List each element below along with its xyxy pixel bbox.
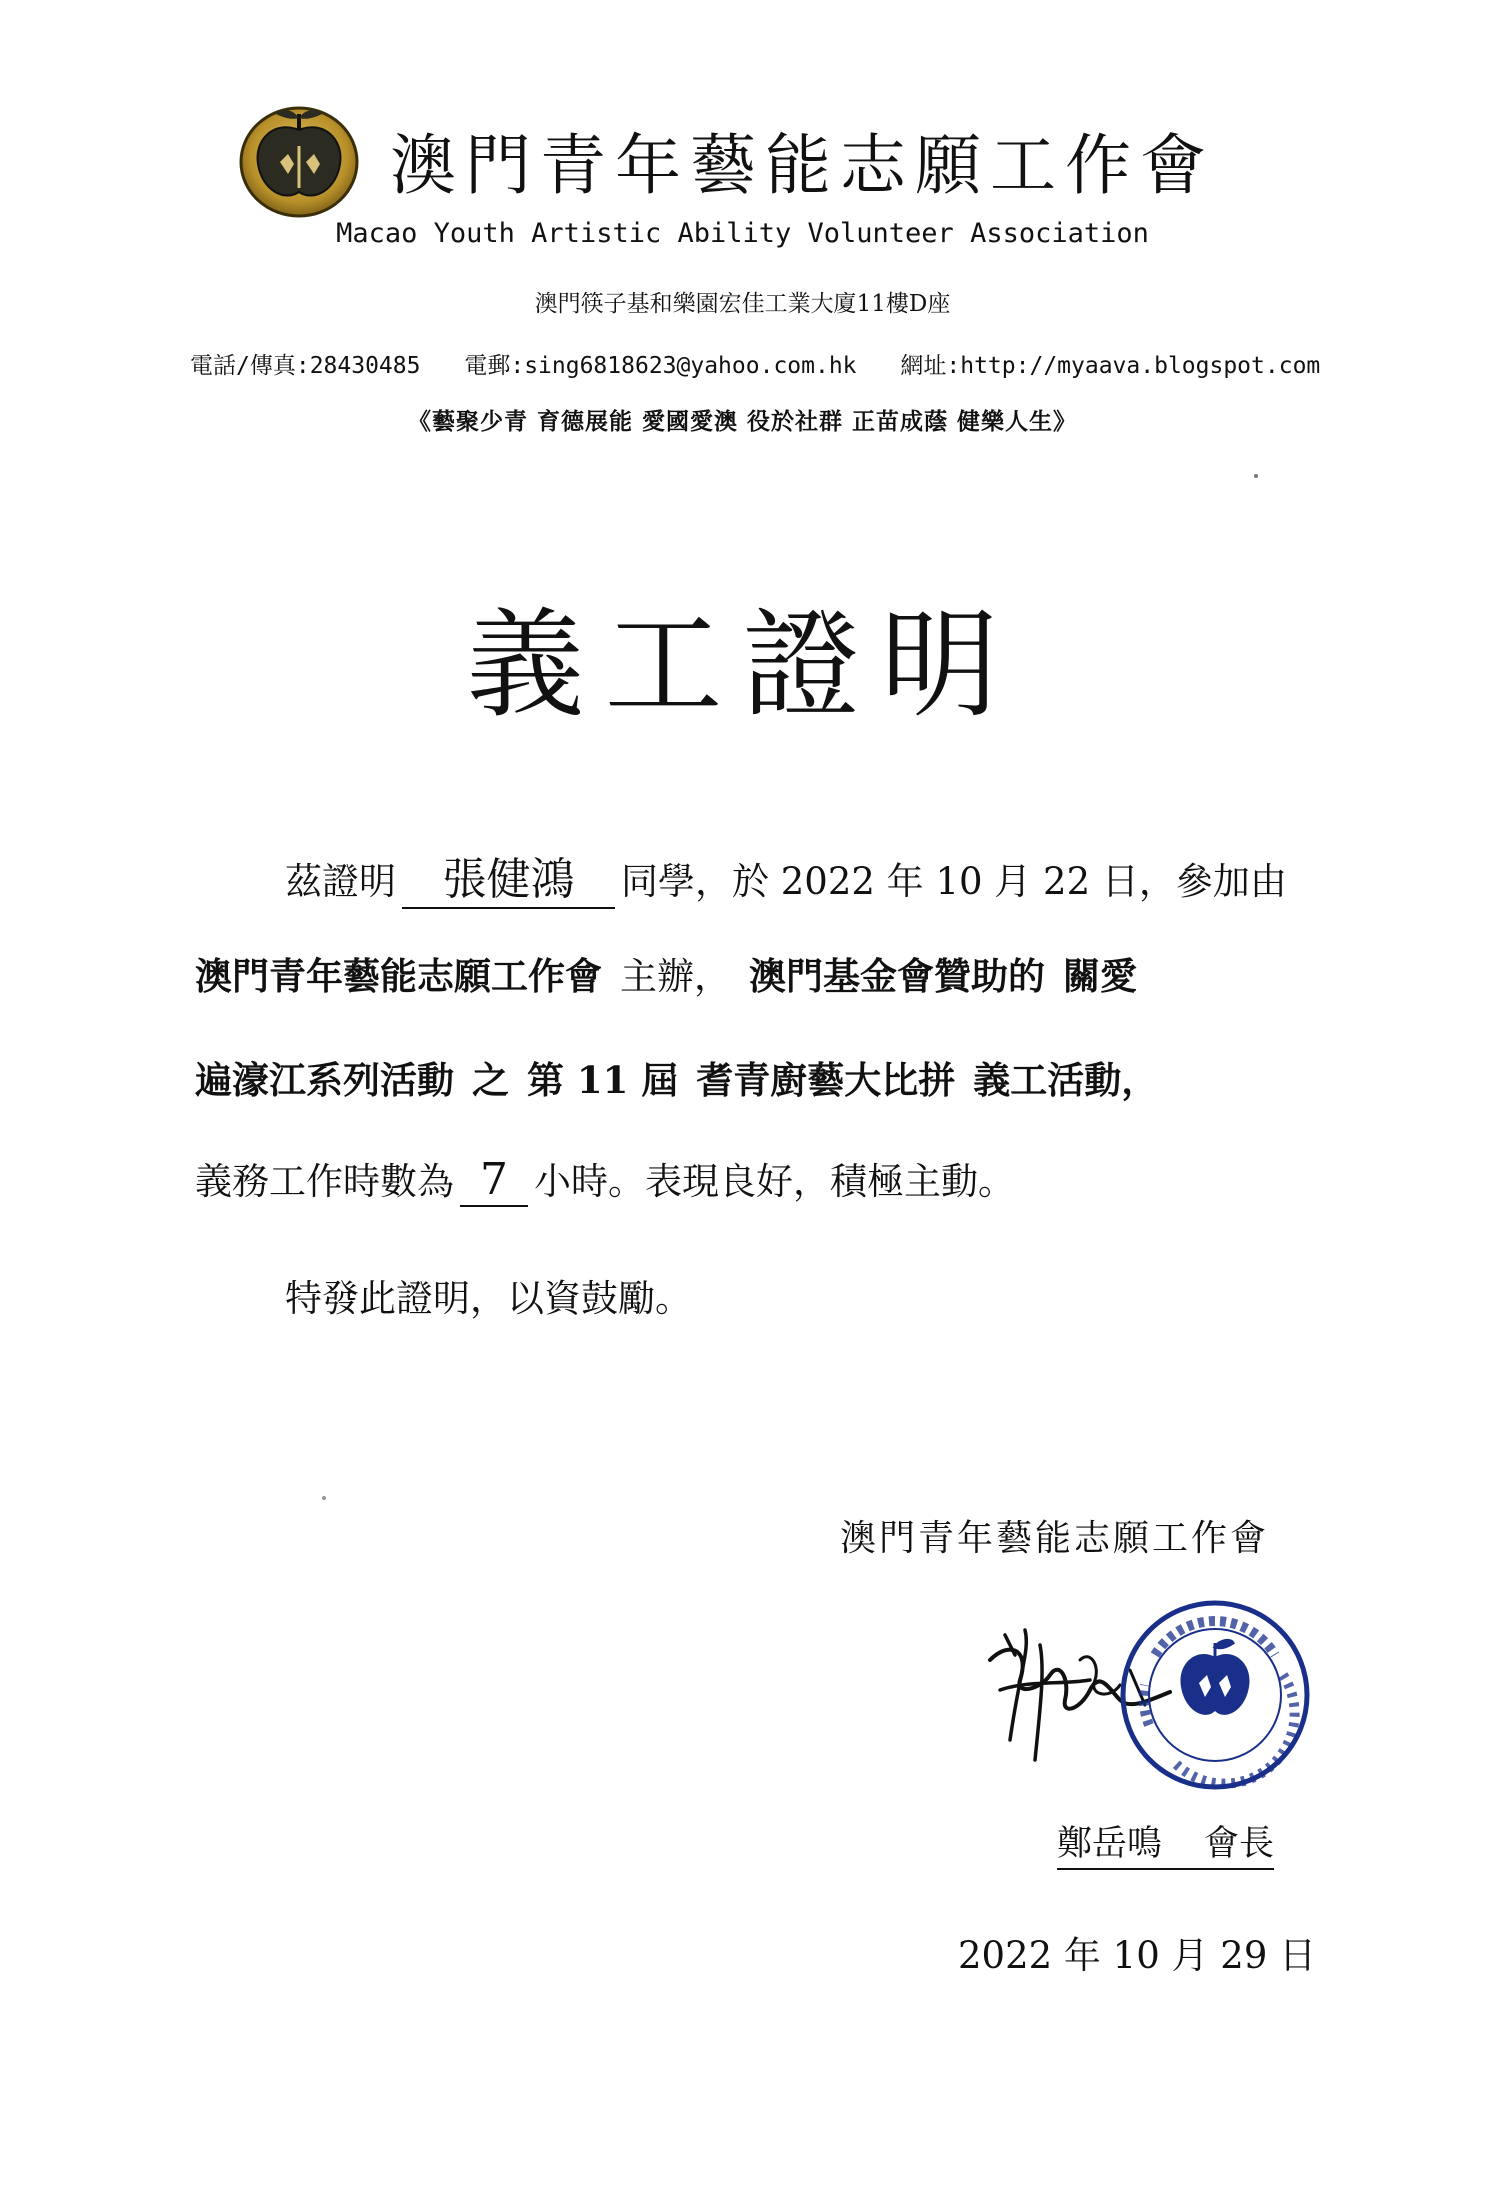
scan-speck (322, 1496, 326, 1500)
edition: 第 11 屆 (527, 1058, 679, 1102)
series-start: 關愛 (1063, 954, 1137, 998)
activity-type: 義工活動， (973, 1058, 1159, 1102)
body-line-4 (195, 1151, 1015, 1207)
phone-fax: 電話/傳真:28430485 (190, 353, 421, 379)
cert-prefix: 茲證明 (285, 860, 396, 903)
of-word: 之 (472, 1058, 509, 1102)
organizer-suffix: 主辦， (620, 955, 731, 998)
issue-date: 2022 年 10 月 29 日 (958, 1934, 1317, 1977)
scan-speck (1254, 474, 1258, 478)
association-seal-icon (1115, 1595, 1315, 1795)
sponsor: 澳門基金會贊助的 (749, 954, 1045, 998)
website: 網址:http://myaava.blogspot.com (900, 353, 1321, 379)
body-line-3 (195, 1050, 1158, 1104)
org-name-en: Macao Youth Artistic Ability Volunteer Association (336, 218, 1149, 249)
hours-suffix: 小時。表現良好，積極主動。 (534, 1160, 1015, 1203)
issuer-org: 澳門青年藝能志願工作會 (840, 1518, 1270, 1559)
hours-prefix: 義務工作時數為 (195, 1160, 454, 1203)
volunteer-hours: 7 (460, 1154, 528, 1207)
series-name: 遍濠江系列活動 (195, 1058, 454, 1102)
email: 電郵:sing6818623@yahoo.com.hk (464, 353, 857, 379)
signer-line (1057, 1816, 1274, 1870)
org-address: 澳門筷子基和樂園宏佳工業大廈11樓D座 (534, 291, 951, 317)
contact-line (190, 347, 1350, 380)
certificate-title: 義工證明 (466, 596, 1019, 734)
apple-sprout-logo-icon (236, 100, 362, 220)
signer-title: 會長 (1204, 1824, 1275, 1864)
closing-line: 特發此證明，以資鼓勵。 (285, 1277, 692, 1320)
signer-name: 鄭岳鳴 (1057, 1824, 1163, 1864)
body-line-2 (195, 946, 1137, 1000)
org-name-zh: 澳門青年藝能志願工作會 (390, 127, 1215, 204)
body-line-1 (285, 843, 1287, 909)
student-name: 張健鴻 (402, 843, 615, 909)
motto: 《藝聚少青 育德展能 愛國愛澳 役於社群 正苗成蔭 健樂人生》 (407, 408, 1078, 435)
event-name: 耆青廚藝大比拼 (696, 1058, 956, 1102)
date-participation: 同學，於 2022 年 10 月 22 日，參加由 (621, 860, 1287, 903)
organizer: 澳門青年藝能志願工作會 (195, 954, 602, 998)
